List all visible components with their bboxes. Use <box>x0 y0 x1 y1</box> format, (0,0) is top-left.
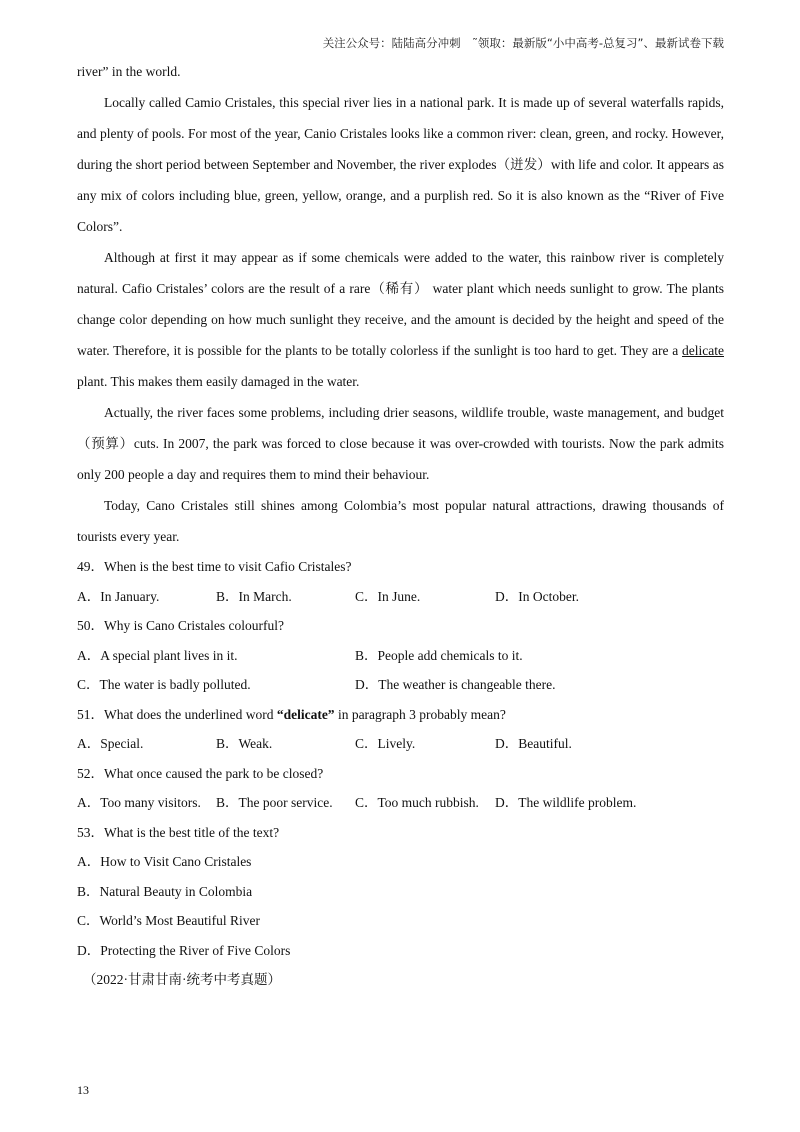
question-50-options-row-2 <box>77 670 724 700</box>
passage-paragraph-3: Actually, the river faces some problems, including drier seasons, wildlife trouble, waste management, and budget （预算）cuts. In 2007, the park was forced to close because it was over-crowded with tourists. Now the park admits only 200 people a day and requires them to mind their behaviour. <box>77 405 724 482</box>
question-52-option-c: C．Too much rubbish. <box>355 795 479 810</box>
question-50-options-row-1 <box>77 641 724 671</box>
question-51-options <box>77 729 724 759</box>
question-50-option-b: B．People add chemicals to it. <box>355 647 523 663</box>
question-53-option-a: A．How to Visit Cano Cristales <box>77 854 252 869</box>
question-52-options <box>77 788 724 818</box>
question-52-option-a: A．Too many visitors. <box>77 795 201 810</box>
question-50-option-a: A．A special plant lives in it. <box>77 647 238 663</box>
passage-paragraph-0: river” in the world. <box>77 64 181 79</box>
passage-paragraph-2 <box>77 242 724 397</box>
question-51-stem <box>77 700 724 730</box>
exam-citation: （2022·甘肃甘南·统考中考真题） <box>83 972 281 987</box>
question-52-option-b: B．The poor service. <box>216 795 333 810</box>
paragraph-2-text-start: Although at first it may appear as if some chemicals were added to the water, this rainbow river is completely natural. Cafio Cristales’ colors are the result of a rare（稀有） water plant which needs sunlight to grow. The plants change color depending on how much sunlight they receive, and the amount is decided by the height and speed of the water. Therefore, it is possible for the plants to be totally colorless if the sunlight is too hard to get. They are a <box>77 250 724 358</box>
question-49-option-c: C．In June. <box>355 588 421 604</box>
question-52-option-d: D．The wildlife problem. <box>495 795 637 810</box>
page-header: 关注公众号：陆陆高分冲刺 ˜领取：最新版“小中高考-总复习”、最新试卷下载 <box>322 36 724 50</box>
question-53-option-c: C．World’s Most Beautiful River <box>77 913 261 928</box>
underlined-word-delicate: delicate <box>682 343 724 358</box>
question-51-option-c: C．Lively. <box>355 736 416 751</box>
question-50-option-d: D．The weather is changeable there. <box>355 677 556 692</box>
question-51-option-d: D．Beautiful. <box>495 736 572 751</box>
question-51-keyword: “delicate” <box>276 706 335 722</box>
question-49-option-a: A．In January. <box>77 588 160 604</box>
question-49-option-d: D．In October. <box>495 588 579 604</box>
question-53-option-d: D．Protecting the River of Five Colors <box>77 942 291 958</box>
question-50-option-c: C．The water is badly polluted. <box>77 677 251 692</box>
question-51-option-a: A．Special. <box>77 736 144 751</box>
passage-paragraph-4: Today, Cano Cristales still shines among Colombia’s most popular natural attractions, drawing thousands of tourists every year. <box>77 498 724 544</box>
page-number: 13 <box>77 1083 89 1097</box>
question-50-stem: 50．Why is Cano Cristales colourful? <box>77 618 284 633</box>
question-53-option-b: B．Natural Beauty in Colombia <box>77 883 253 899</box>
paragraph-2-text-end: plant. This makes them easily damaged in the water. <box>77 374 360 389</box>
question-49-stem: 49．When is the best time to visit Cafio Cristales? <box>77 559 352 574</box>
question-52-stem: 52．What once caused the park to be closed? <box>77 765 324 781</box>
document-body <box>77 56 724 995</box>
question-53-stem: 53．What is the best title of the text? <box>77 824 280 840</box>
question-51-option-b: B．Weak. <box>216 736 273 751</box>
question-49-option-b: B．In March. <box>216 588 292 604</box>
question-51-stem-end: in paragraph 3 probably mean? <box>334 706 506 722</box>
question-51-stem-start: 51．What does the underlined word <box>77 706 277 722</box>
passage-paragraph-1: Locally called Camio Cristales, this special river lies in a national park. It is made up of several waterfalls rapids, and plenty of pools. For most of the year, Canio Cristales looks like a common river: clean, green, and rocky. However, during the short period between September and November, the river explodes（迸发）with life and color. It appears as any mix of colors including blue, green, yellow, orange, and a purplish red. So it is also known as the “River of Five Colors”. <box>77 95 724 234</box>
question-49-options <box>77 582 724 612</box>
